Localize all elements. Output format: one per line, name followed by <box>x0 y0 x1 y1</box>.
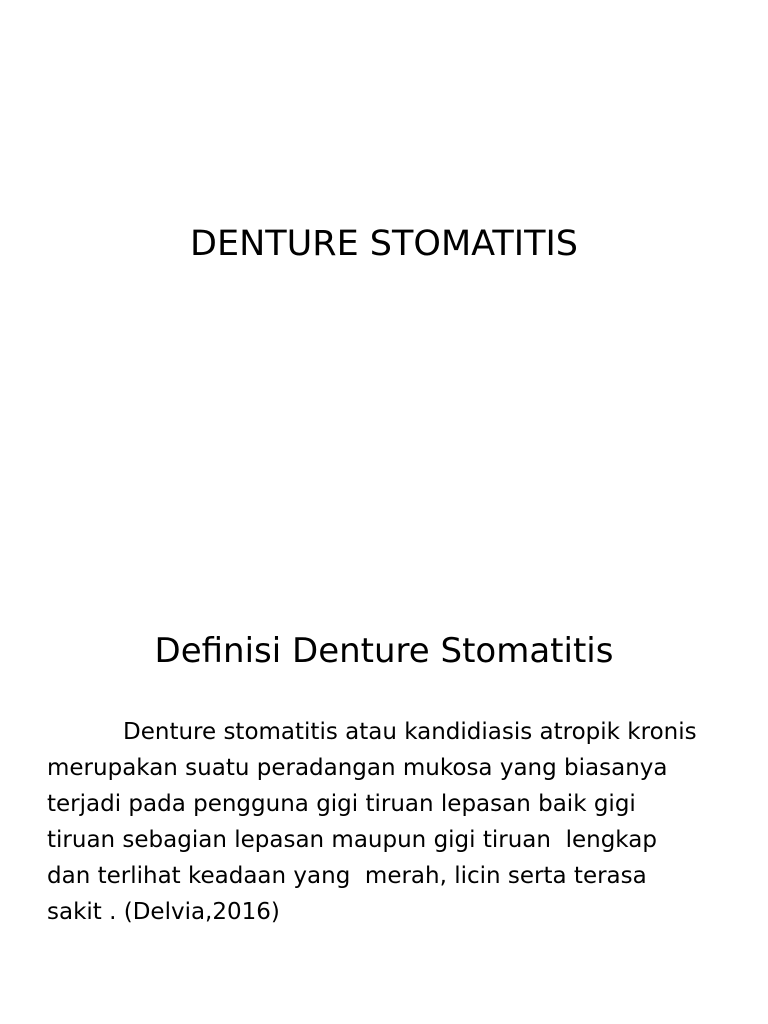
paragraph-line: sakit . (Delvia,2016) <box>47 899 280 925</box>
paragraph-line: merupakan suatu peradangan mukosa yang biasanya <box>47 755 668 781</box>
section-heading: Definisi Denture Stomatitis <box>154 631 614 671</box>
page-title: DENTURE STOMATITIS <box>190 224 578 264</box>
title-block <box>0 218 768 270</box>
paragraph-line: Denture stomatitis atau kandidiasis atropik kronis <box>123 719 697 745</box>
definition-paragraph <box>47 714 737 930</box>
paragraph-line: tiruan sebagian lepasan maupun gigi tiruan lengkap <box>47 827 657 853</box>
paragraph-line: terjadi pada pengguna gigi tiruan lepasan baik gigi <box>47 791 636 817</box>
paragraph-line: dan terlihat keadaan yang merah, licin serta terasa <box>47 863 647 889</box>
